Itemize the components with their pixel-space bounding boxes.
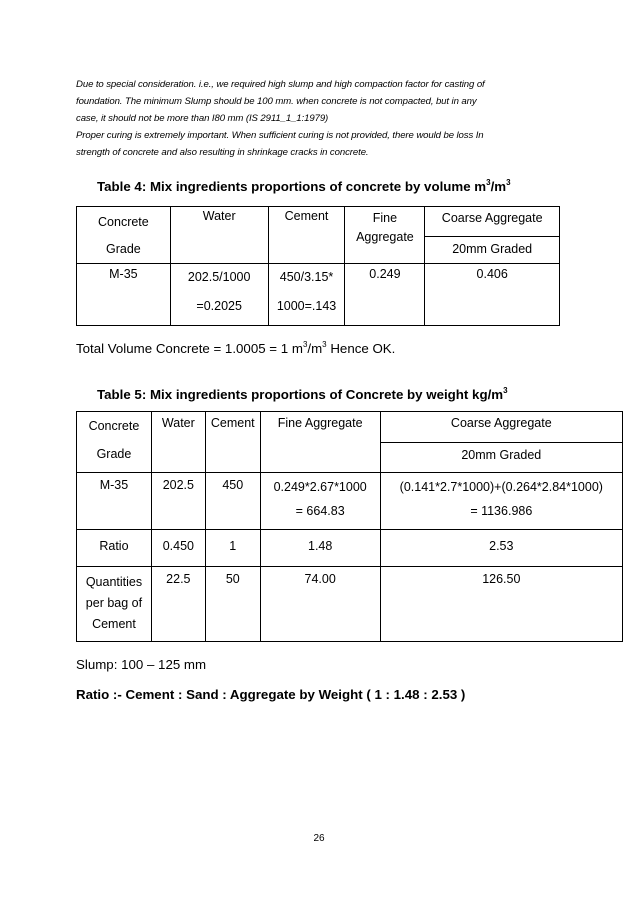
header-coarse-aggregate: Coarse Aggregate	[380, 412, 622, 443]
cell-coarse: 0.406	[425, 264, 560, 326]
cell-cement: 450	[205, 473, 260, 530]
note-line: strength of concrete and also resulting in shrinkage cracks in concrete.	[76, 147, 369, 158]
header-20mm-graded: 20mm Graded	[425, 236, 560, 263]
cell-fine: 1.48	[260, 530, 380, 567]
header-cement: Cement	[268, 207, 345, 264]
special-consideration-note	[76, 76, 566, 161]
total-volume-line: Total Volume Concrete = 1.0005 = 1 $m^3/m^3$ Hence OK.	[76, 339, 396, 356]
header-fine-aggregate: Fine Aggregate	[260, 412, 380, 473]
cell-coarse: (0.141*2.7*1000)+(0.264*2.84*1000) = 1136.986	[380, 473, 622, 530]
header-20mm-graded: 20mm Graded	[380, 443, 622, 473]
cell-grade: M-35	[77, 473, 152, 530]
slump-line: Slump: 100 – 125 mm	[76, 657, 207, 672]
header-fine-aggregate: Fine Aggregate	[345, 207, 425, 264]
header-cement: Cement	[205, 412, 260, 473]
note-line: Proper curing is extremely important. When sufficient curing is not provided, there would be loss In	[76, 130, 484, 141]
table-row	[77, 473, 623, 530]
cell-coarse: 2.53	[380, 530, 622, 567]
header-coarse-aggregate: Coarse Aggregate	[425, 207, 560, 237]
table4-volume-proportions	[76, 206, 560, 326]
cell-fine: 74.00	[260, 567, 380, 642]
cell-coarse: 126.50	[380, 567, 622, 642]
table4-caption: Table 4: Mix ingredients proportions of concrete by volume $m^3/m^3$	[97, 177, 511, 194]
cell-fine: 0.249*2.67*1000 = 664.83	[260, 473, 380, 530]
page-number: 26	[313, 833, 325, 844]
table5-weight-proportions	[76, 411, 623, 642]
table5-caption: Table 5: Mix ingredients proportions of Concrete by weight $kg/m^3$	[97, 385, 508, 402]
cell-cement: 50	[205, 567, 260, 642]
cell-cement: 450/3.15* 1000=.143	[268, 264, 345, 326]
cell-cement: 1	[205, 530, 260, 567]
note-line: case, it should not be more than I80 mm (IS 2911_1_1:1979)	[76, 113, 329, 124]
note-line: foundation. The minimum Slump should be 100 mm. when concrete is not compacted, but in any	[76, 96, 477, 107]
cell-water: 0.450	[151, 530, 205, 567]
cell-grade: Quantities per bag of Cement	[77, 567, 152, 642]
header-concrete-grade: Concrete Grade	[77, 412, 152, 473]
ratio-line: Ratio :- Cement : Sand : Aggregate by Weight ( 1 : 1.48 : 2.53 )	[76, 687, 466, 702]
cell-water: 202.5/1000 =0.2025	[170, 264, 268, 326]
cell-water: 22.5	[151, 567, 205, 642]
header-concrete-grade: Concrete Grade	[77, 207, 171, 264]
table-row	[77, 567, 623, 642]
table-row	[77, 264, 560, 326]
cell-water: 202.5	[151, 473, 205, 530]
cell-grade: Ratio	[77, 530, 152, 567]
table-row	[77, 530, 623, 567]
cell-grade: M-35	[77, 264, 171, 326]
note-line: Due to special consideration. i.e., we required high slump and high compaction factor for casting of	[76, 79, 485, 90]
header-water: Water	[151, 412, 205, 473]
cell-fine: 0.249	[345, 264, 425, 326]
header-water: Water	[170, 207, 268, 264]
